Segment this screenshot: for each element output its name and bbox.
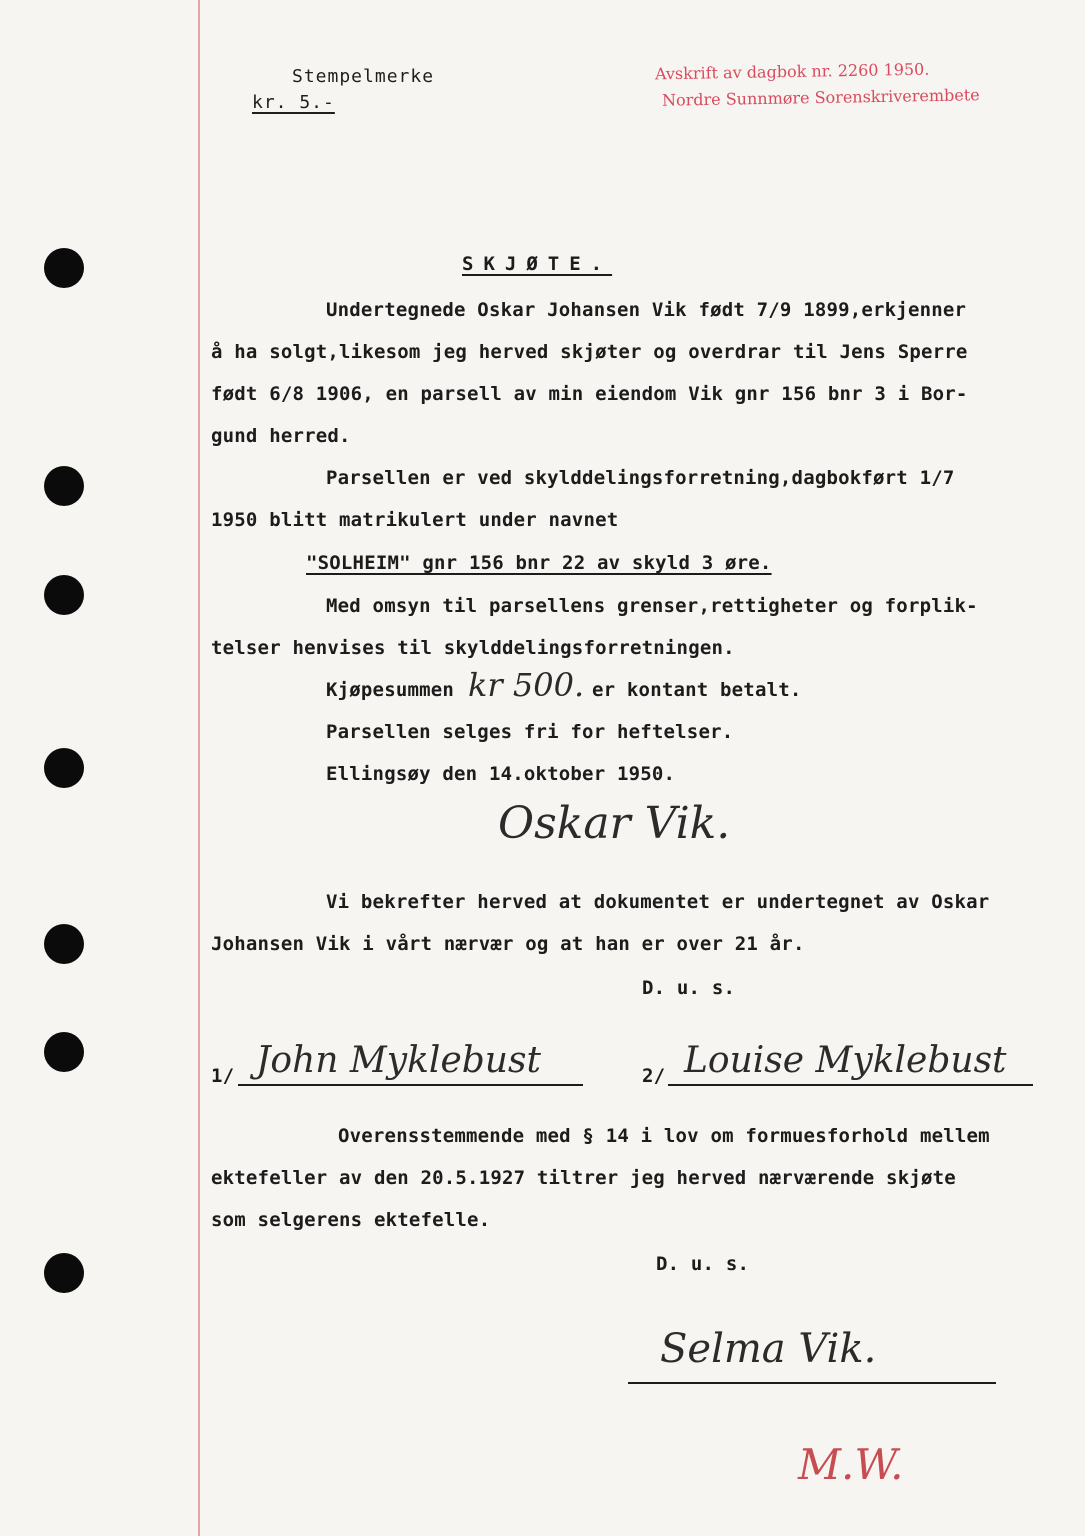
paragraph-line: telser henvises til skylddelingsforretningen. [211,637,735,659]
witness-text-line: Vi bekrefter herved at dokumentet er undertegnet av Oskar [326,891,990,913]
punch-hole [44,248,84,288]
price-handwritten: kr 500. [468,666,585,704]
punch-hole [44,1032,84,1072]
place-date: Ellingsøy den 14.oktober 1950. [326,763,676,785]
punch-hole [44,924,84,964]
punch-hole [44,1253,84,1293]
punch-hole [44,575,84,615]
witness2-signature: Louise Myklebust [684,1040,1007,1081]
witness1-number: 1/ [211,1065,235,1087]
document-title: SKJØTE. [462,253,613,275]
stamp-label: Stempelmerke [292,66,435,87]
paragraph-line: å ha solgt,likesom jeg herved skjøter og overdrar til Jens Sperre [211,341,968,363]
closing-dus: D. u. s. [642,977,736,999]
spouse-text-line: som selgerens ektefelle. [211,1209,491,1231]
margin-line [198,0,200,1536]
paragraph-line: Med omsyn til parsellens grenser,rettigheter og forplik- [326,595,978,617]
registry-stamp-line2: Nordre Sunnmøre Sorenskriverembete [661,85,980,110]
paragraph-line: Undertegnede Oskar Johansen Vik født 7/9 1899,erkjenner [326,299,967,321]
free-line: Parsellen selges fri for heftelser. [326,721,734,743]
paragraph-line: 1950 blitt matrikulert under navnet [211,509,619,531]
witness1-signature: John Myklebust [256,1040,541,1081]
signature-line [238,1084,583,1086]
punch-hole [44,748,84,788]
signature-line [668,1084,1033,1086]
closing-dus: D. u. s. [656,1253,750,1275]
registrar-initials: M.W. [798,1440,904,1489]
seller-signature: Oskar Vik. [498,798,731,849]
price-prefix: Kjøpesummen [326,679,455,701]
spouse-signature: Selma Vik. [660,1326,877,1372]
registry-stamp-line1: Avskrift av dagbok nr. 2260 1950. [654,59,930,84]
witness2-number: 2/ [642,1065,666,1087]
spouse-text-line: ektefeller av den 20.5.1927 tiltrer jeg herved nærværende skjøte [211,1167,956,1189]
stamp-value: kr. 5.- [252,92,335,113]
paragraph-line: gund herred. [211,425,351,447]
price-suffix: er kontant betalt. [592,679,802,701]
paragraph-line: Parsellen er ved skylddelingsforretning,dagbokført 1/7 [326,467,955,489]
witness-text-line: Johansen Vik i vårt nærvær og at han er over 21 år. [211,933,805,955]
punch-hole [44,466,84,506]
paragraph-line: født 6/8 1906, en parsell av min eiendom Vik gnr 156 bnr 3 i Bor- [211,383,968,405]
property-name: "SOLHEIM" gnr 156 bnr 22 av skyld 3 øre. [306,552,772,574]
signature-line [628,1382,996,1384]
spouse-text-line: Overensstemmende med § 14 i lov om formuesforhold mellem [338,1125,990,1147]
